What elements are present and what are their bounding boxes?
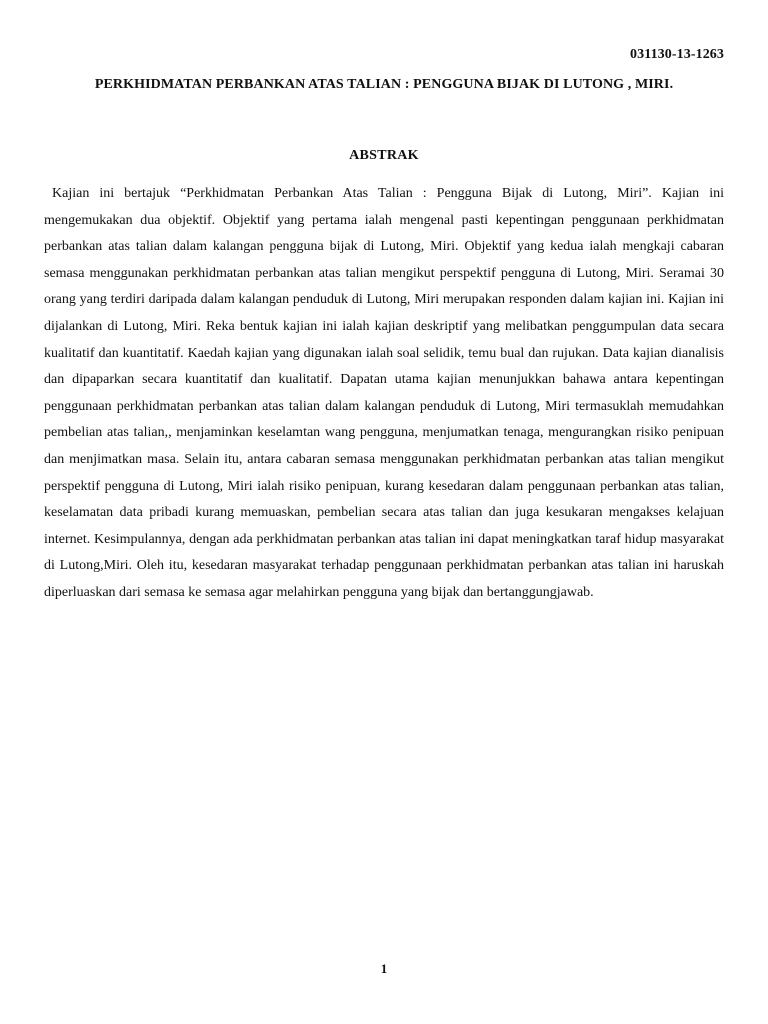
document-title: PERKHIDMATAN PERBANKAN ATAS TALIAN : PENGGUNA BIJAK DI LUTONG , MIRI. [94, 77, 674, 92]
abstract-body: Kajian ini bertajuk “Perkhidmatan Perbankan Atas Talian : Pengguna Bijak di Lutong, Miri”. Kajian ini mengemukakan dua objektif. Objektif yang pertama ialah mengenal pasti kepentingan penggunaan perkhidmatan perbankan atas talian dalam kalangan pengguna bijak di Lutong, Miri. Objektif yang kedua ialah mengkaji cabaran semasa menggunakan perkhidmatan perbankan atas talian mengikut perspektif pengguna di Lutong, Miri. Seramai 30 orang yang terdiri daripada dalam kalangan penduduk di Lutong, Miri merupakan responden dalam kajian ini. Kajian ini dijalankan di Lutong, Miri. Reka bentuk kajian ini ialah kajian deskriptif yang melibatkan penggumpulan data secara kualitatif dan kuantitatif. Kaedah kajian yang digunakan ialah soal selidik, temu bual dan rujukan. Data kajian dianalisis dan dipaparkan secara kuantitatif dan kualitatif. Dapatan utama kajian menunjukkan bahawa antara kepentingan penggunaan perkhidmatan perbankan atas talian dalam kalangan penduduk di Lutong, Miri termasuklah memudahkan pembelian atas talian,, menjaminkan keselamtan wang pengguna, menjumatkan tenaga, mengurangkan risiko penipuan dan menjimatkan masa. Selain itu, antara cabaran semasa menggunakan perkhidmatan perbankan atas talian mengikut perspektif pengguna di Lutong, Miri ialah risiko penipuan, kurang kesedaran dalam penggunaan perbankan atas talian, keselamatan data pribadi kurang memuaskan, pembelian secara atas talian dan juga kesukaran mengakses kelajuan internet. Kesimpulannya, dengan ada perkhidmatan perbankan atas talian ini dapat meningkatkan taraf hidup masyarakat di Lutong,Miri. Oleh itu, kesedaran masyarakat terhadap penggunaan perkhidmatan perbankan atas talian ini haruskah diperluaskan dari semasa ke semasa agar melahirkan pengguna yang bijak dan bertanggungjawab. [44, 186, 724, 600]
page-number: 1 [380, 961, 388, 976]
student-id: 031130-13-1263 [630, 47, 724, 62]
abstract-heading: ABSTRAK [349, 148, 419, 163]
